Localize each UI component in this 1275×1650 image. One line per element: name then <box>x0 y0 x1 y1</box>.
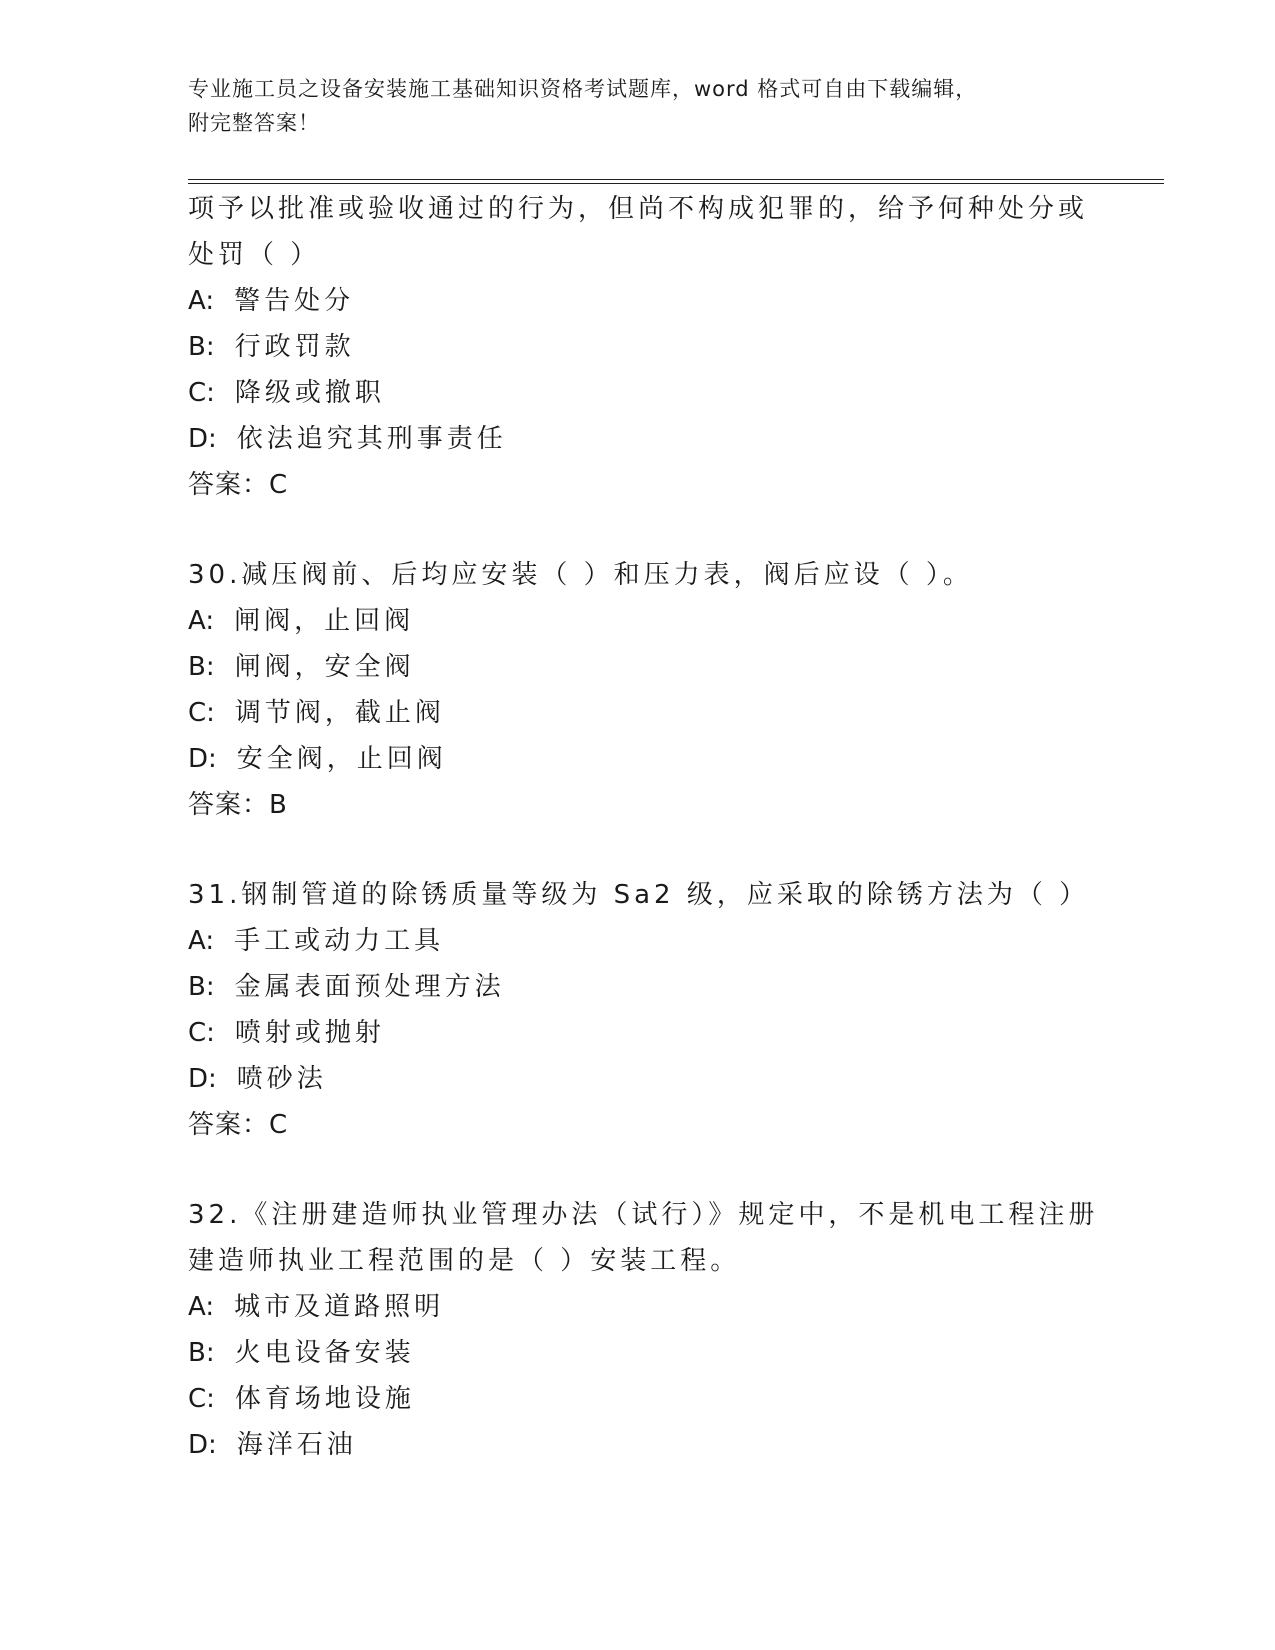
option-text: 城市及道路照明 <box>234 1292 445 1322</box>
question-text: 建造师执业工程范围的是（ ）安装工程。 <box>188 1246 741 1276</box>
question-text: 处罚（ ） <box>188 240 321 270</box>
option-letter: C: <box>188 1018 215 1048</box>
header-divider <box>188 179 1164 184</box>
option-text: 调节阀，截止阀 <box>234 698 445 728</box>
option-letter: C: <box>188 378 215 408</box>
option-text: 海洋石油 <box>236 1430 357 1460</box>
page-header <box>188 72 1088 140</box>
option-text: 闸阀，安全阀 <box>234 652 415 682</box>
option-text: 安全阀，止回阀 <box>236 744 447 774</box>
question-text: 30.减压阀前、后均应安装（ ）和压力表，阀后应设（ ）。 <box>188 560 973 590</box>
option-d <box>188 1056 1148 1102</box>
option-letter: D: <box>188 744 217 774</box>
option-letter: A: <box>188 1292 215 1322</box>
option-b <box>188 964 1148 1010</box>
question-32 <box>188 1192 1148 1468</box>
answer: 答案：C <box>188 1110 289 1140</box>
option-letter: A: <box>188 286 215 316</box>
option-a <box>188 278 1148 324</box>
option-letter: C: <box>188 1384 215 1414</box>
option-letter: B: <box>188 972 215 1002</box>
option-c <box>188 690 1148 736</box>
option-d <box>188 736 1148 782</box>
option-a <box>188 918 1148 964</box>
option-b <box>188 324 1148 370</box>
question-29 <box>188 186 1148 508</box>
option-text: 金属表面预处理方法 <box>234 972 505 1002</box>
header-line-2: 附完整答案！ <box>188 111 320 135</box>
option-letter: B: <box>188 1338 215 1368</box>
option-text: 警告处分 <box>234 286 355 316</box>
option-c <box>188 1010 1148 1056</box>
question-31 <box>188 872 1148 1148</box>
option-text: 行政罚款 <box>234 332 355 362</box>
option-text: 喷砂法 <box>236 1064 327 1094</box>
question-text: 31.钢制管道的除锈质量等级为 Sa2 级，应采取的除锈方法为（ ） <box>188 880 1090 910</box>
option-text: 体育场地设施 <box>234 1384 415 1414</box>
option-letter: D: <box>188 1064 217 1094</box>
option-d <box>188 1422 1148 1468</box>
header-line-1: 专业施工员之设备安装施工基础知识资格考试题库，word 格式可自由下载编辑， <box>188 77 978 101</box>
option-text: 降级或撤职 <box>234 378 385 408</box>
option-letter: D: <box>188 1430 217 1460</box>
option-text: 手工或动力工具 <box>234 926 445 956</box>
question-text: 项予以批准或验收通过的行为，但尚不构成犯罪的，给予何种处分或 <box>188 194 1089 224</box>
option-letter: C: <box>188 698 215 728</box>
option-d <box>188 416 1148 462</box>
option-text: 依法追究其刑事责任 <box>236 424 507 454</box>
option-text: 喷射或抛射 <box>234 1018 385 1048</box>
option-text: 火电设备安装 <box>234 1338 415 1368</box>
option-text: 闸阀，止回阀 <box>234 606 415 636</box>
answer: 答案：C <box>188 470 289 500</box>
option-letter: D: <box>188 424 217 454</box>
option-a <box>188 1284 1148 1330</box>
option-c <box>188 370 1148 416</box>
option-c <box>188 1376 1148 1422</box>
question-text: 32.《注册建造师执业管理办法（试行）》规定中，不是机电工程注册 <box>188 1200 1099 1230</box>
option-letter: B: <box>188 652 215 682</box>
option-a <box>188 598 1148 644</box>
question-list <box>188 186 1148 1468</box>
option-b <box>188 1330 1148 1376</box>
option-b <box>188 644 1148 690</box>
answer: 答案：B <box>188 790 288 820</box>
option-letter: B: <box>188 332 215 362</box>
question-30 <box>188 552 1148 828</box>
option-letter: A: <box>188 606 215 636</box>
option-letter: A: <box>188 926 215 956</box>
